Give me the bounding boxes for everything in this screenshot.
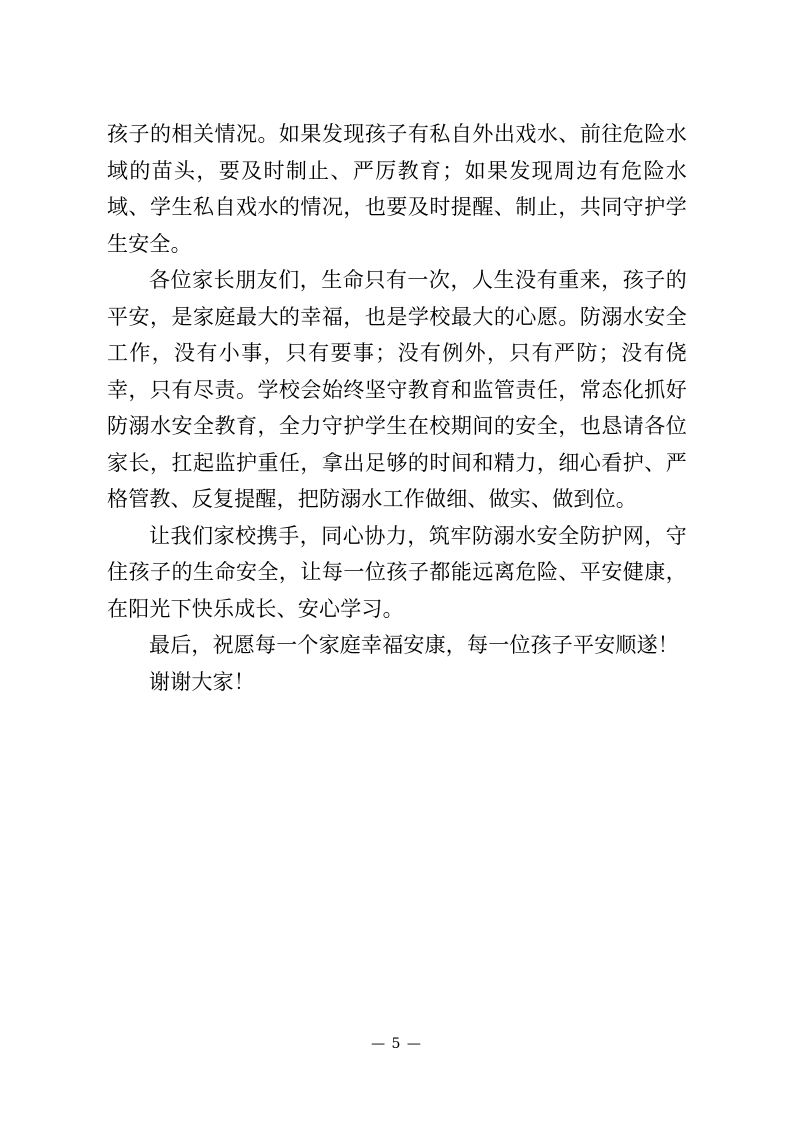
page-number: — 5 — <box>371 1036 422 1052</box>
paragraph-1: 孩子的相关情况。如果发现孩子有私自外出戏水、前往危险水域的苗头，要及时制止、严厉教育；如果发现周边有危险水域、学生私自戏水的情况，也要及时提醒、制止，共同守护学生安全。 <box>107 122 687 256</box>
paragraph-4: 最后，祝愿每一个家庭幸福安康，每一位孩子平安顺遂！ <box>149 633 679 657</box>
paragraph-5: 谢谢大家！ <box>149 669 255 694</box>
paragraph-3: 让我们家校携手，同心协力，筑牢防溺水安全防护网，守住孩子的生命安全，让每一位孩子都能远离危险、平安健康，在阳光下快乐成长、安心学习。 <box>107 523 687 621</box>
paragraph-2: 各位家长朋友们，生命只有一次，人生没有重来，孩子的平安，是家庭最大的幸福，也是学校最大的心愿。防溺水安全工作，没有小事，只有要事；没有例外，只有严防；没有侥幸，只有尽责。学校会始终坚守教育和监管责任，常态化抓好防溺水安全教育，全力守护学生在校期间的安全，也恳请各位家长，扛起监护重任，拿出足够的时间和精力，细心看护、严格管教、反复提醒，把防溺水工作做细、做实、做到位。 <box>107 268 687 511</box>
document-body <box>107 116 687 700</box>
